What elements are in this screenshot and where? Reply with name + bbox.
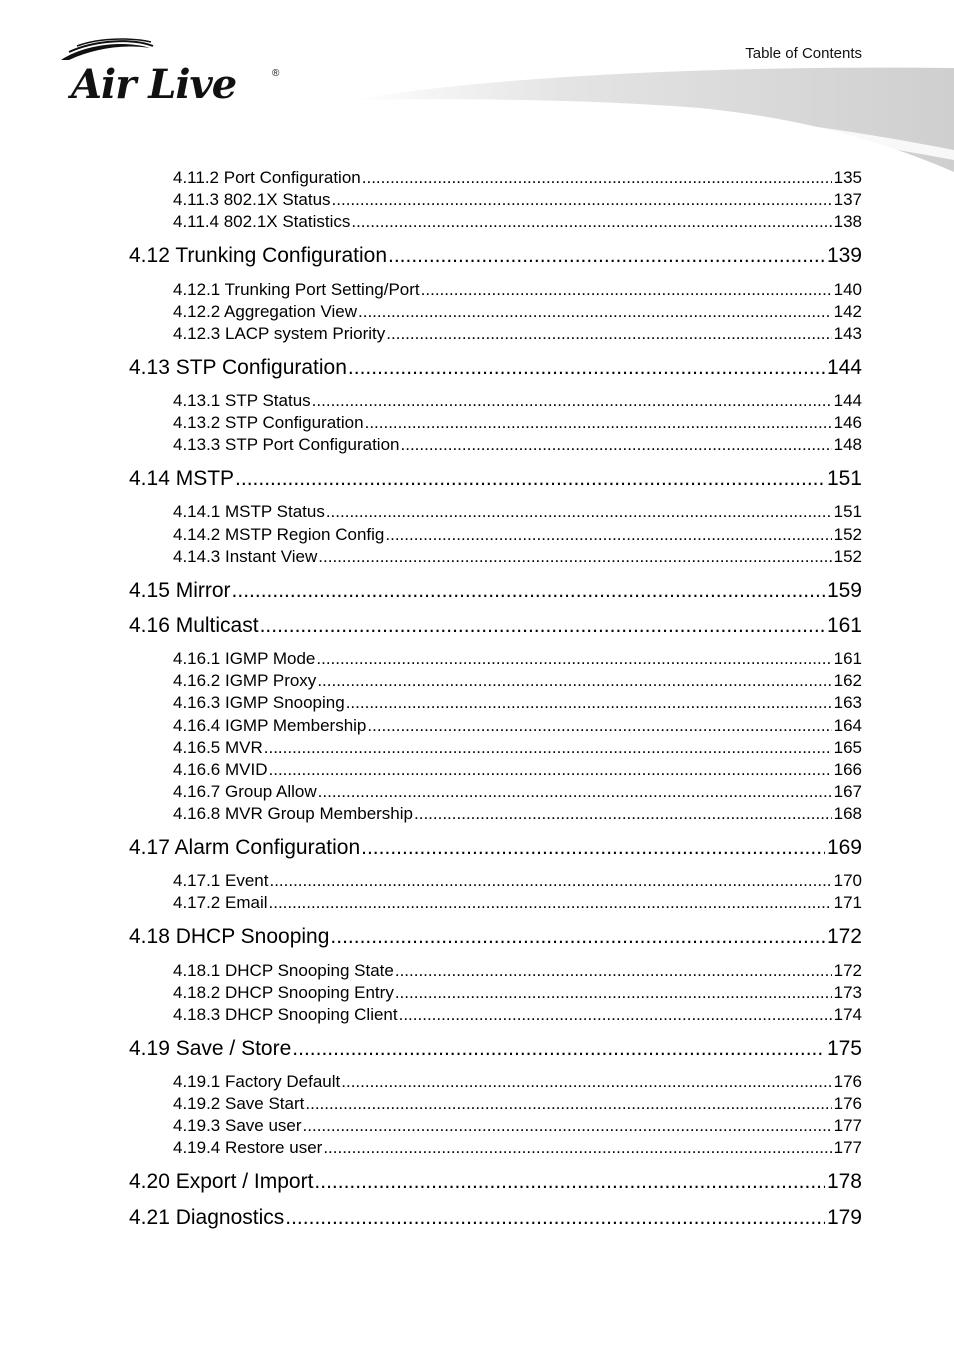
toc-subsection-entry[interactable] [173, 960, 862, 982]
toc-entry-title: 4.16 Multicast [129, 614, 259, 637]
toc-leader-dots [318, 546, 831, 568]
toc-page-number: 138 [833, 212, 862, 231]
toc-leader-dots [385, 524, 831, 546]
toc-leader-dots [318, 781, 832, 803]
toc-entry-title: 4.12.3 LACP system Priority [173, 324, 386, 343]
toc-subsection-entry[interactable] [173, 434, 862, 456]
toc-section-entry[interactable] [129, 354, 862, 382]
toc-leader-dots [395, 982, 832, 1004]
toc-entry-title: 4.21 Diagnostics [129, 1206, 285, 1229]
toc-entry-title: 4.12.2 Aggregation View [173, 302, 357, 321]
toc-page-number: 176 [833, 1072, 862, 1091]
toc-page-number: 167 [833, 782, 862, 801]
toc-section-entry[interactable] [129, 242, 862, 270]
toc-leader-dots [351, 211, 831, 233]
toc-page-number: 173 [833, 983, 862, 1002]
toc-leader-dots [303, 1115, 832, 1137]
toc-entry-title: 4.13.3 STP Port Configuration [173, 435, 400, 454]
toc-page-number: 165 [833, 738, 862, 757]
toc-page-number: 152 [833, 525, 862, 544]
toc-subsection-entry[interactable] [173, 892, 862, 914]
toc-entry-title: 4.12.1 Trunking Port Setting/Port [173, 280, 420, 299]
toc-subsection-entry[interactable] [173, 501, 862, 523]
toc-subsection-entry[interactable] [173, 1004, 862, 1026]
toc-subsection-entry[interactable] [173, 1093, 862, 1115]
toc-subsection-entry[interactable] [173, 715, 862, 737]
toc-entry-title: 4.20 Export / Import [129, 1170, 314, 1193]
toc-leader-dots [386, 323, 831, 345]
toc-page-number: 163 [833, 693, 862, 712]
toc-leader-dots [367, 715, 831, 737]
toc-entry-title: 4.16.2 IGMP Proxy [173, 671, 317, 690]
toc-page-number: 144 [833, 391, 862, 410]
toc-subsection-entry[interactable] [173, 390, 862, 412]
toc-page-number: 178 [826, 1170, 862, 1193]
toc-leader-dots [317, 670, 831, 692]
toc-entry-title: 4.15 Mirror [129, 579, 231, 602]
toc-subsection-entry[interactable] [173, 1071, 862, 1093]
toc-entry-title: 4.18.2 DHCP Snooping Entry [173, 983, 394, 1002]
toc-page-number: 164 [833, 716, 862, 735]
toc-entry-title: 4.17 Alarm Configuration [129, 836, 361, 859]
section-label: Table of Contents [745, 45, 862, 62]
toc-entry-title: 4.13.1 STP Status [173, 391, 311, 410]
toc-page-number: 151 [833, 502, 862, 521]
toc-leader-dots [421, 279, 832, 301]
toc-section-entry[interactable] [129, 923, 862, 951]
toc-entry-title: 4.19 Save / Store [129, 1037, 292, 1060]
toc-subsection-entry[interactable] [173, 1137, 862, 1159]
toc-page-number: 142 [833, 302, 862, 321]
toc-section-entry[interactable] [129, 834, 862, 862]
toc-page-number: 179 [826, 1206, 862, 1229]
toc-page-number: 177 [833, 1116, 862, 1135]
toc-page-number: 148 [833, 435, 862, 454]
toc-entry-title: 4.14 MSTP [129, 467, 235, 490]
toc-entry-title: 4.13 STP Configuration [129, 356, 347, 379]
toc-entry-title: 4.13.2 STP Configuration [173, 413, 364, 432]
toc-leader-dots [358, 301, 832, 323]
toc-leader-dots [348, 354, 825, 382]
toc-leader-dots [292, 1035, 825, 1063]
toc-entry-title: 4.16.1 IGMP Mode [173, 649, 316, 668]
toc-entry-title: 4.16.6 MVID [173, 760, 268, 779]
toc-subsection-entry[interactable] [173, 1115, 862, 1137]
toc-leader-dots [388, 242, 825, 270]
svg-text:®: ® [272, 68, 280, 79]
toc-entry-title: 4.19.4 Restore user [173, 1138, 323, 1157]
toc-page-number: 140 [833, 280, 862, 299]
toc-section-entry[interactable] [129, 1204, 862, 1232]
toc-page-number: 139 [826, 244, 862, 267]
toc-subsection-entry[interactable] [173, 737, 862, 759]
svg-text:Air Live: Air Live [71, 61, 237, 108]
toc-page-number: 174 [833, 1005, 862, 1024]
toc-page-number: 151 [826, 467, 862, 490]
toc-entry-title: 4.14.1 MSTP Status [173, 502, 325, 521]
toc-leader-dots [314, 1168, 825, 1196]
toc-entry-title: 4.14.3 Instant View [173, 547, 318, 566]
toc-leader-dots [326, 501, 832, 523]
toc-leader-dots [401, 434, 832, 456]
toc-page-number: 176 [833, 1094, 862, 1113]
toc-page-number: 172 [833, 961, 862, 980]
toc-subsection-entry[interactable] [173, 412, 862, 434]
toc-page-number: 161 [826, 614, 862, 637]
toc-entry-title: 4.11.3 802.1X Status [173, 190, 331, 209]
toc-page-number: 171 [833, 893, 862, 912]
toc-leader-dots [260, 612, 825, 640]
toc-leader-dots [316, 648, 831, 670]
toc-leader-dots [330, 923, 825, 951]
toc-page-number: 143 [833, 324, 862, 343]
toc-leader-dots [341, 1071, 831, 1093]
toc-subsection-entry[interactable] [173, 301, 862, 323]
toc-leader-dots [305, 1093, 831, 1115]
toc-section-entry[interactable] [129, 612, 862, 640]
toc-leader-dots [264, 737, 832, 759]
toc-page-number: 159 [826, 579, 862, 602]
toc-subsection-entry[interactable] [173, 982, 862, 1004]
toc-section-entry[interactable] [129, 465, 862, 493]
toc-leader-dots [269, 870, 831, 892]
toc-page-number: 177 [833, 1138, 862, 1157]
toc-leader-dots [235, 465, 825, 493]
toc-subsection-entry[interactable] [173, 524, 862, 546]
toc-page-number: 162 [833, 671, 862, 690]
toc-leader-dots [361, 834, 825, 862]
toc-subsection-entry[interactable] [173, 279, 862, 301]
toc-entry-title: 4.17.1 Event [173, 871, 269, 890]
toc-leader-dots [312, 390, 832, 412]
toc-leader-dots [332, 189, 832, 211]
toc-page-number: 175 [826, 1037, 862, 1060]
toc-entry-title: 4.16.7 Group Allow [173, 782, 317, 801]
toc-leader-dots [399, 1004, 832, 1026]
toc-entry-title: 4.11.2 Port Configuration [173, 168, 361, 187]
toc-entry-title: 4.16.5 MVR [173, 738, 263, 757]
toc-page-number: 169 [826, 836, 862, 859]
toc-entry-title: 4.19.3 Save user [173, 1116, 302, 1135]
toc-section-entry[interactable] [129, 577, 862, 605]
toc-entry-title: 4.18 DHCP Snooping [129, 925, 330, 948]
toc-subsection-entry[interactable] [173, 189, 862, 211]
toc-subsection-entry[interactable] [173, 648, 862, 670]
toc-page-number: 161 [833, 649, 862, 668]
toc-page-number: 168 [833, 804, 862, 823]
toc-leader-dots [323, 1137, 831, 1159]
toc-page-number: 146 [833, 413, 862, 432]
toc-page-number: 152 [833, 547, 862, 566]
toc-subsection-entry[interactable] [173, 870, 862, 892]
toc-leader-dots [362, 167, 832, 189]
toc-entry-title: 4.16.8 MVR Group Membership [173, 804, 413, 823]
toc-subsection-entry[interactable] [173, 781, 862, 803]
toc-leader-dots [269, 759, 832, 781]
toc-subsection-entry[interactable] [173, 167, 862, 189]
toc-entry-title: 4.18.1 DHCP Snooping State [173, 961, 394, 980]
toc-subsection-entry[interactable] [173, 546, 862, 568]
toc-entry-title: 4.17.2 Email [173, 893, 268, 912]
toc-leader-dots [232, 577, 825, 605]
toc-page-number: 137 [833, 190, 862, 209]
toc-entry-title: 4.14.2 MSTP Region Config [173, 525, 385, 544]
toc-page-number: 135 [833, 168, 862, 187]
toc-entry-title: 4.18.3 DHCP Snooping Client [173, 1005, 398, 1024]
toc-entry-title: 4.12 Trunking Configuration [129, 244, 387, 267]
toc-entry-title: 4.16.4 IGMP Membership [173, 716, 367, 735]
toc-subsection-entry[interactable] [173, 759, 862, 781]
toc-subsection-entry[interactable] [173, 803, 862, 825]
toc-entry-title: 4.16.3 IGMP Snooping [173, 693, 345, 712]
toc-leader-dots [414, 803, 832, 825]
toc-leader-dots [365, 412, 832, 434]
toc-subsection-entry[interactable] [173, 211, 862, 233]
toc-leader-dots [395, 960, 832, 982]
toc-page-number: 172 [826, 925, 862, 948]
toc-page-number: 144 [826, 356, 862, 379]
toc-leader-dots [346, 692, 832, 714]
toc-page-number: 170 [833, 871, 862, 890]
toc-entry-title: 4.19.1 Factory Default [173, 1072, 341, 1091]
toc-section-entry[interactable] [129, 1035, 862, 1063]
toc-leader-dots [285, 1204, 825, 1232]
toc-section-entry[interactable] [129, 1168, 862, 1196]
toc-entry-title: 4.11.4 802.1X Statistics [173, 212, 351, 231]
toc-subsection-entry[interactable] [173, 670, 862, 692]
toc-page-number: 166 [833, 760, 862, 779]
toc-entry-title: 4.19.2 Save Start [173, 1094, 305, 1113]
toc-subsection-entry[interactable] [173, 323, 862, 345]
toc-leader-dots [269, 892, 832, 914]
toc-subsection-entry[interactable] [173, 692, 862, 714]
